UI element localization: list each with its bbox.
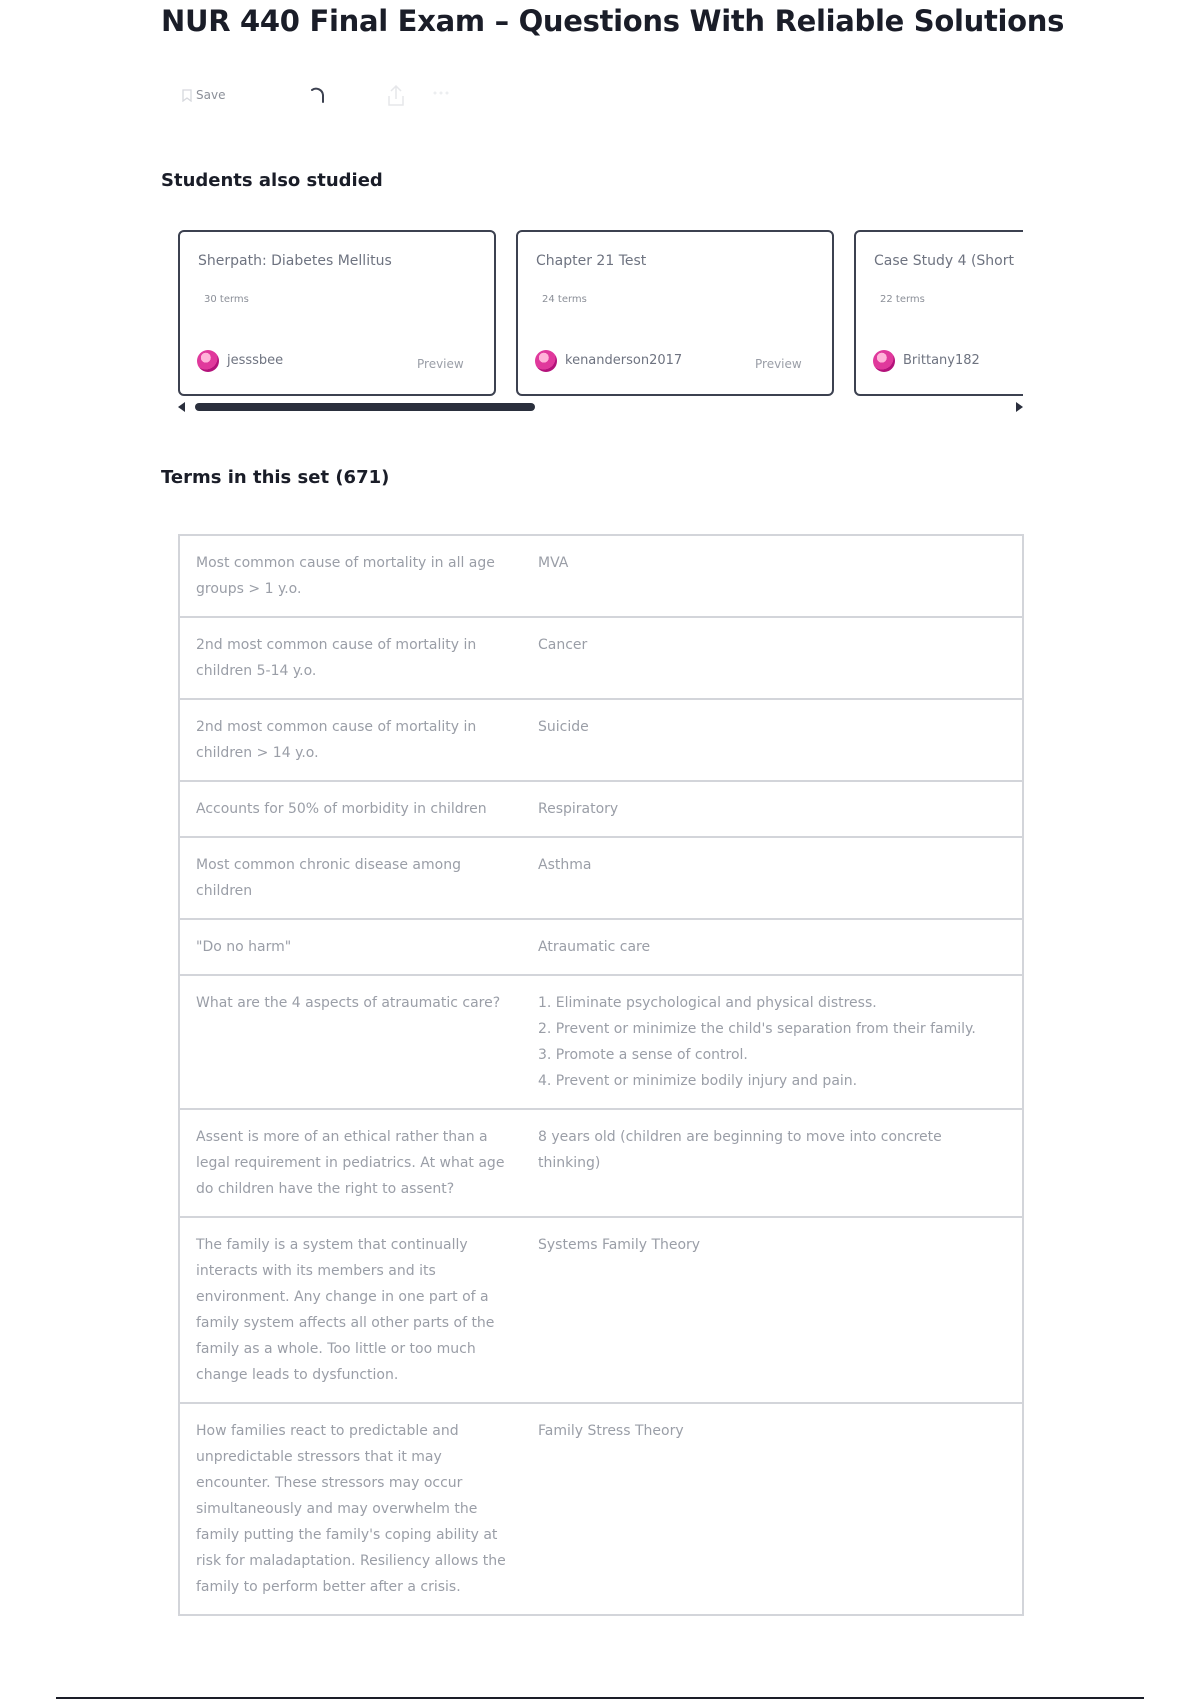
save-label: Save <box>196 88 226 102</box>
definition-text: 8 years old (children are beginning to move into concrete thinking) <box>538 1129 942 1171</box>
definition-text: Atraumatic care <box>538 939 651 955</box>
spinner-icon <box>308 86 326 106</box>
table-row <box>180 920 1022 976</box>
preview-button[interactable]: Preview <box>417 357 464 371</box>
definition-text: MVA <box>538 555 569 571</box>
table-row <box>180 700 1022 782</box>
bookmark-icon <box>182 89 192 102</box>
term-text: "Do no harm" <box>196 939 292 955</box>
share-button[interactable] <box>386 84 406 108</box>
carousel-scrollbar[interactable] <box>178 400 1023 414</box>
definition-text: Respiratory <box>538 801 619 817</box>
card-term-count: 22 terms <box>880 294 925 305</box>
term-text: How families react to predictable and unpredictable stressors that it may encounter. These stressors may occur simultaneously and may overwhelm the family putting the family's coping ability at risk for maladaptation. Resiliency allows the family to perform better after a crisis. <box>196 1423 506 1595</box>
avatar <box>197 350 219 372</box>
card-term-count: 24 terms <box>542 294 587 305</box>
definition-text: Family Stress Theory <box>538 1423 684 1439</box>
card-author[interactable]: kenanderson2017 <box>565 353 683 368</box>
term-text: Accounts for 50% of morbidity in children <box>196 801 487 817</box>
term-text: 2nd most common cause of mortality in children 5-14 y.o. <box>196 637 477 679</box>
study-set-card[interactable] <box>178 230 496 396</box>
term-text: Assent is more of an ethical rather than a legal requirement in pediatrics. At what age do children have the right to assent? <box>196 1129 505 1197</box>
definition-text: Systems Family Theory <box>538 1237 701 1253</box>
page-divider <box>56 1697 1144 1699</box>
definition-text: Cancer <box>538 637 588 653</box>
more-options-button[interactable] <box>432 90 450 96</box>
card-author[interactable]: Brittany182 <box>903 353 980 368</box>
definition-text: 1. Eliminate psychological and physical distress. 2. Prevent or minimize the child's separation from their family. 3. Promote a sense of control. 4. Prevent or minimize bodily injury and pain. <box>538 995 976 1089</box>
more-icon <box>432 90 450 96</box>
term-text: The family is a system that continually interacts with its members and its environment. Any change in one part of a family system affects all other parts of the family as a whole. Too little or too much change leads to dysfunction. <box>196 1237 495 1383</box>
preview-button[interactable]: Preview <box>755 357 802 371</box>
set-toolbar <box>180 84 480 112</box>
avatar <box>535 350 557 372</box>
terms-in-set-heading: Terms in this set (671) <box>161 467 390 488</box>
table-row <box>180 1218 1022 1404</box>
term-text: Most common cause of mortality in all age groups > 1 y.o. <box>196 555 495 597</box>
table-row <box>180 1110 1022 1218</box>
table-row <box>180 782 1022 838</box>
term-text: What are the 4 aspects of atraumatic care? <box>196 995 501 1011</box>
table-row <box>180 976 1022 1110</box>
scroll-left-arrow-icon[interactable] <box>178 402 185 412</box>
definition-text: Asthma <box>538 857 592 873</box>
scroll-right-arrow-icon[interactable] <box>1016 402 1023 412</box>
card-author[interactable]: jesssbee <box>227 353 284 368</box>
scrollbar-thumb[interactable] <box>195 403 535 411</box>
table-row <box>180 536 1022 618</box>
avatar <box>873 350 895 372</box>
share-icon <box>386 84 406 108</box>
card-title[interactable]: Sherpath: Diabetes Mellitus <box>198 253 392 269</box>
term-text: 2nd most common cause of mortality in children > 14 y.o. <box>196 719 477 761</box>
table-row <box>180 1404 1022 1614</box>
also-studied-carousel <box>178 230 1023 402</box>
page-title: NUR 440 Final Exam – Questions With Reliable Solutions <box>161 4 1065 38</box>
terms-table <box>178 534 1024 1616</box>
students-also-studied-heading: Students also studied <box>161 170 383 191</box>
definition-text: Suicide <box>538 719 589 735</box>
card-term-count: 30 terms <box>204 294 249 305</box>
term-text: Most common chronic disease among children <box>196 857 461 899</box>
table-row <box>180 838 1022 920</box>
card-title[interactable]: Chapter 21 Test <box>536 253 647 269</box>
card-title[interactable]: Case Study 4 (Short <box>874 253 1014 269</box>
table-row <box>180 618 1022 700</box>
loading-indicator <box>308 86 326 106</box>
study-set-card[interactable] <box>854 230 1023 396</box>
study-set-card[interactable] <box>516 230 834 396</box>
save-button[interactable] <box>182 88 225 102</box>
